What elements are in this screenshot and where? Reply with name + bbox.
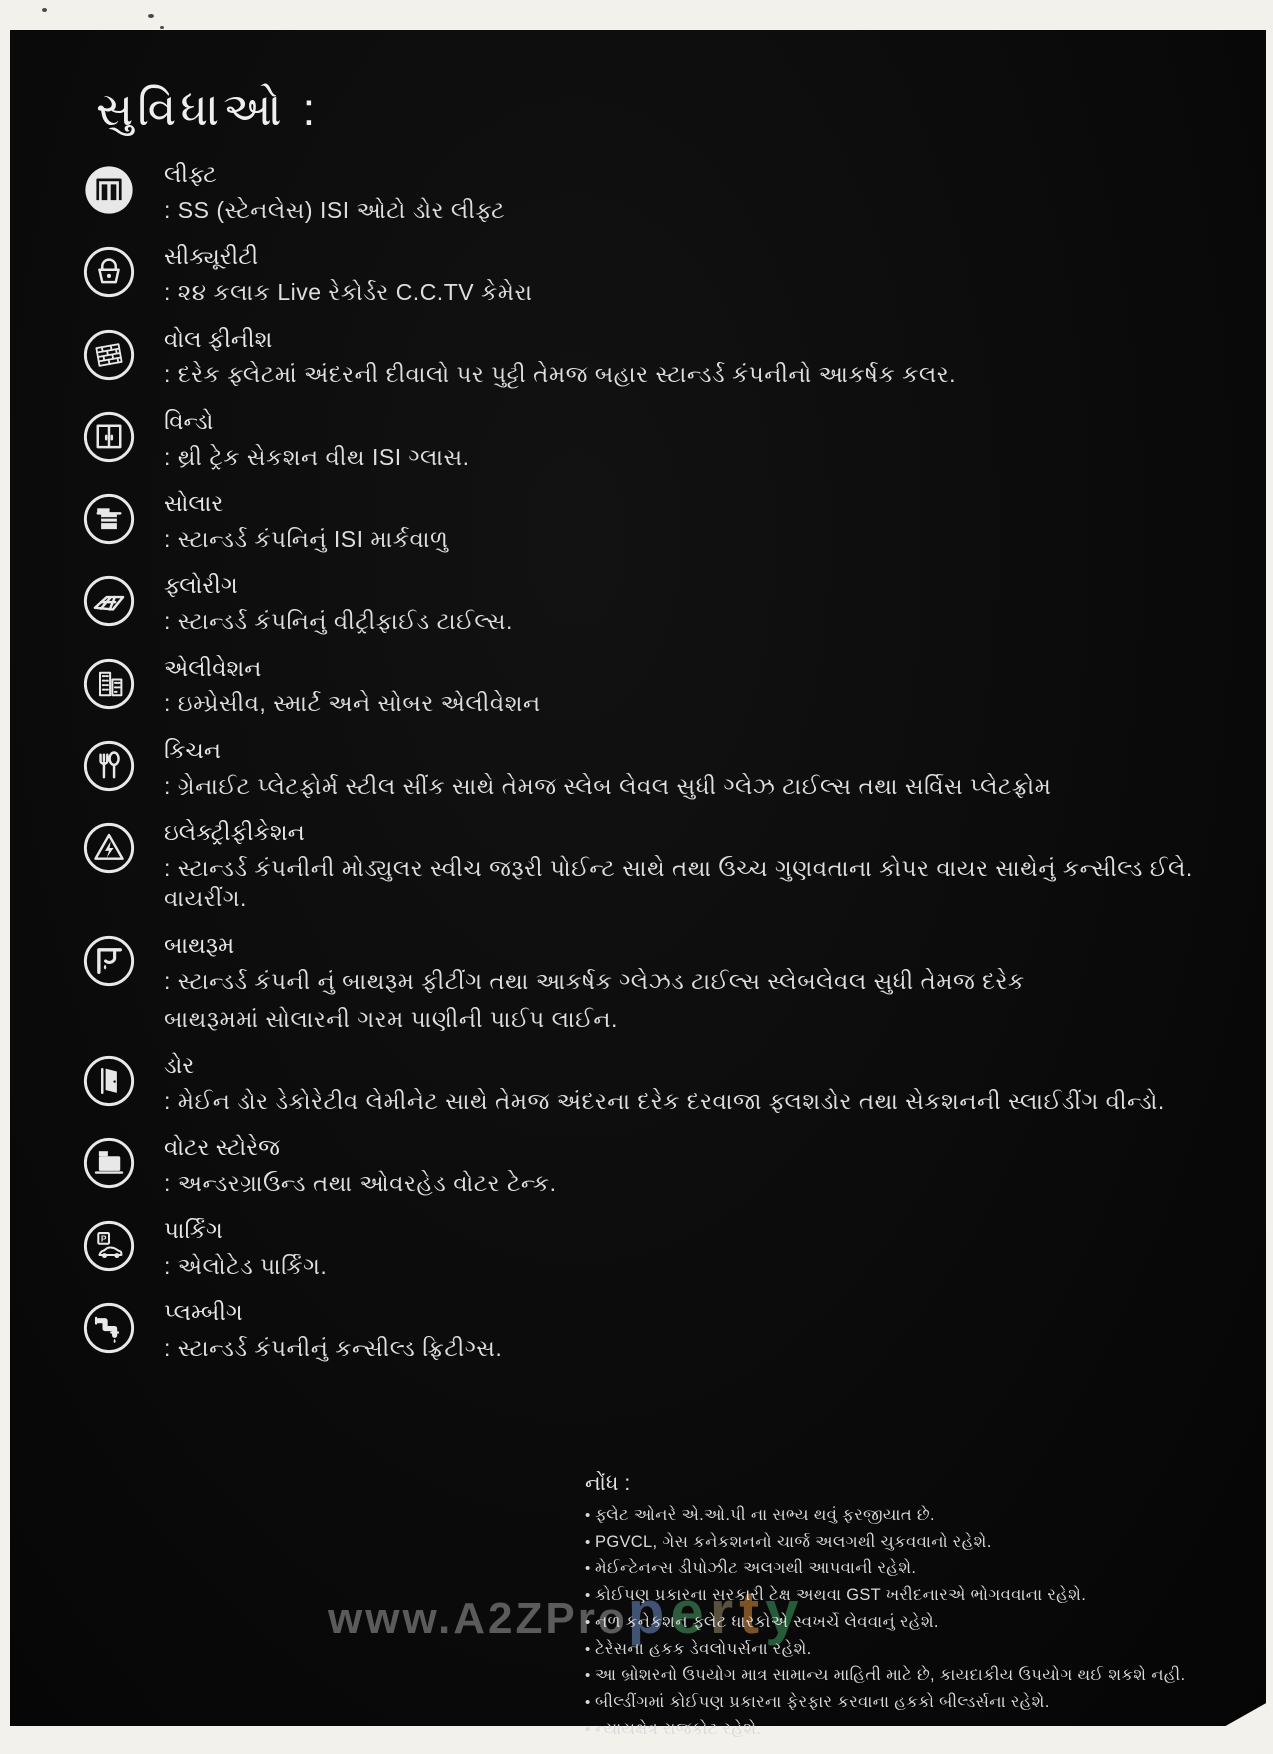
parking-icon (82, 1219, 136, 1273)
amenity-description: : મેઈન ડોર ડેકોરેટીવ લેમીનેટ સાથે તેમજ અંદરના દરેક દરવાજા ફ્લશડોર તથા સેકશનની સ્લાઈડીંગ વીન્ડો. (164, 1088, 1165, 1115)
amenity-heading: સોલાર (164, 490, 224, 516)
note-item: • ટેરેસના હકક ડેવલોપર્સના રહેશે. (585, 1636, 1225, 1663)
brochure-page (10, 30, 1266, 1738)
security-icon (82, 245, 136, 299)
lift-icon (82, 163, 136, 217)
watermark: www.A2ZProperty (328, 1579, 805, 1646)
amenity-description: : ૨૪ કલાક Live રેકોર્ડર C.C.TV કેમેરા (164, 279, 533, 306)
amenity-heading: ડોર (164, 1052, 195, 1079)
amenity-heading: કિચન (164, 736, 221, 763)
notes-section (585, 1472, 1225, 1742)
amenity-lift (82, 160, 1212, 225)
amenity-description: : સ્ટાન્ડર્ડ કંપનિનું વીટ્રીફાઈડ ટાઈલ્સ. (164, 608, 513, 635)
wall-finish-icon (82, 328, 136, 382)
amenity-heading: પાર્કિંગ (164, 1216, 223, 1243)
amenity-security (82, 242, 1212, 307)
amenity-heading: વિન્ડો (164, 407, 214, 434)
amenity-wall-finish (82, 325, 1212, 390)
amenity-plumbing (82, 1298, 1212, 1363)
amenity-heading: વોટર સ્ટોરેજ (164, 1134, 280, 1161)
amenity-parking (82, 1216, 1212, 1281)
amenity-description: : ગ્રેનાઈટ પ્લેટફોર્મ સ્ટીલ સીંક સાથે તેમજ સ્લેબ લેવલ સુધી ગ્લેઝ ટાઈલ્સ તથા સર્વિસ પ્લેટફ્રોમ (164, 772, 1052, 799)
flooring-icon (82, 574, 136, 628)
amenities-list (82, 160, 1212, 1380)
amenity-heading: પ્લમ્બીગ (164, 1298, 243, 1325)
note-item: • મેઈન્ટેનન્સ ડીપોઝીટ અલગથી આપવાની રહેશે. (585, 1555, 1225, 1582)
note-item: • બીલ્ડીંગમાં કોઈપણ પ્રકારના ફેરફાર કરવાના હકકો બીલ્ડર્સના રહેશે. (585, 1689, 1225, 1716)
amenity-description: : સ્ટાન્ડર્ડ કંપનીની મોડ્યુલર સ્વીચ જરૂરી પોઈન્ટ સાથે તથા ઉચ્ચ ગુણવતાના કોપર વાયર સાથેનું કન્સીલ્ડ ઈલે. વાયરીંગ. (164, 854, 1193, 912)
scan-speck (42, 8, 47, 12)
amenity-window (82, 407, 1212, 472)
amenity-description: : સ્ટાન્ડર્ડ કંપનીનું કન્સીલ્ડ ફ્રિટીગ્સ. (164, 1334, 503, 1361)
amenity-description: : સ્ટાન્ડર્ડ કંપનિનું ISI માર્કવાળુ (164, 525, 449, 552)
amenity-electrification (82, 818, 1212, 914)
scan-speck (160, 26, 164, 29)
amenity-description: : એલોટેડ પાર્કિંગ. (164, 1252, 328, 1279)
note-item: • PGVCL, ગેસ કનેકશનનો ચાર્જ અલગથી ચુકવવાનો રહેશે. (585, 1529, 1225, 1556)
window-icon (82, 410, 136, 464)
note-item: • કોઈપણ પ્રકારના સરકારી ટેક્ષ અથવા GST ખરીદનારએ ભોગવવાના રહેશે. (585, 1582, 1225, 1609)
amenity-heading: વોલ ફીનીશ (164, 325, 273, 352)
amenity-description: : દરેક ફ્લેટમાં અંદરની દીવાલો પર પુટ્ટી તેમજ બહાર સ્ટાન્ડર્ડ કંપનીનો આકર્ષક કલર. (164, 361, 957, 388)
elevation-icon (82, 657, 136, 711)
amenity-heading: ફ્લોરીગ (164, 572, 238, 599)
solar-icon (82, 492, 136, 546)
amenity-description: : અન્ડરગ્રાઉન્ડ તથા ઓવરહેડ વોટર ટેન્ક. (164, 1170, 557, 1197)
amenity-description: : થ્રી ટ્રેક સેકશન વીથ ISI ગ્લાસ. (164, 443, 470, 470)
amenity-kitchen (82, 736, 1212, 801)
door-icon (82, 1054, 136, 1108)
amenity-bathroom (82, 931, 1212, 1035)
svg-text:P: P (100, 1232, 107, 1243)
bathroom-icon (82, 934, 136, 988)
watermark-prefix: www.A2ZPro (328, 1594, 628, 1643)
notes-heading: નોંધ : (585, 1472, 631, 1495)
electrification-icon (82, 821, 136, 875)
amenity-description-line2: બાથરૂમમાં સોલારની ગરમ પાણીની પાઈપ લાઈન. (164, 1005, 618, 1032)
amenity-description: : SS (સ્ટેનલેસ) ISI ઓટો ડોર લીફ્ટ (164, 196, 506, 223)
amenity-description: : સ્ટાન્ડર્ડ કંપની નું બાથરૂમ ફીટીંગ તથા આકર્ષક ગ્લેઝડ ટાઈલ્સ સ્લેબલેવલ સુધી તેમજ દરેક (164, 967, 1025, 994)
amenity-heading: ઇલેક્ટ્રીફીકેશન (164, 819, 305, 845)
amenity-door (82, 1051, 1212, 1116)
note-item: • આ બ્રોશરનો ઉપયોગ માત્ર સામાન્ય માહિતી માટે છે, કાયદાકીય ઉપયોગ થઈ શકશે નહી. (585, 1662, 1225, 1689)
amenity-heading: લીફ્ટ (164, 161, 217, 187)
amenity-solar (82, 489, 1212, 554)
scan-speck (148, 14, 154, 18)
note-item: • ફ્લેટ ઓનરે એ.ઓ.પી ના સભ્ય થવું ફરજીયાત છે. (585, 1502, 1225, 1529)
plumbing-icon (82, 1301, 136, 1355)
amenity-heading: એલીવેશન (164, 654, 262, 681)
note-item: • નળ કનેકશન ફ્લેટ ધારકોએ સ્વખર્ચે લેવવાનું રહેશે. (585, 1609, 1225, 1636)
amenity-description: : ઇમ્પ્રેસીવ, સ્માર્ટ અને સોબર એલીવેશન (164, 690, 541, 717)
page-title: સુવિધાઓ : (96, 83, 320, 135)
amenity-heading: બાથરૂમ (164, 931, 235, 958)
amenity-elevation (82, 654, 1212, 719)
amenity-water-storage (82, 1133, 1212, 1198)
note-item: • ન્યાયક્ષેત્ર રાજકોટ રહેશે. (585, 1716, 1225, 1743)
kitchen-icon (82, 739, 136, 793)
water-storage-icon (82, 1136, 136, 1190)
amenity-heading: સીક્યૂરીટી (164, 243, 259, 270)
amenity-flooring (82, 571, 1212, 636)
